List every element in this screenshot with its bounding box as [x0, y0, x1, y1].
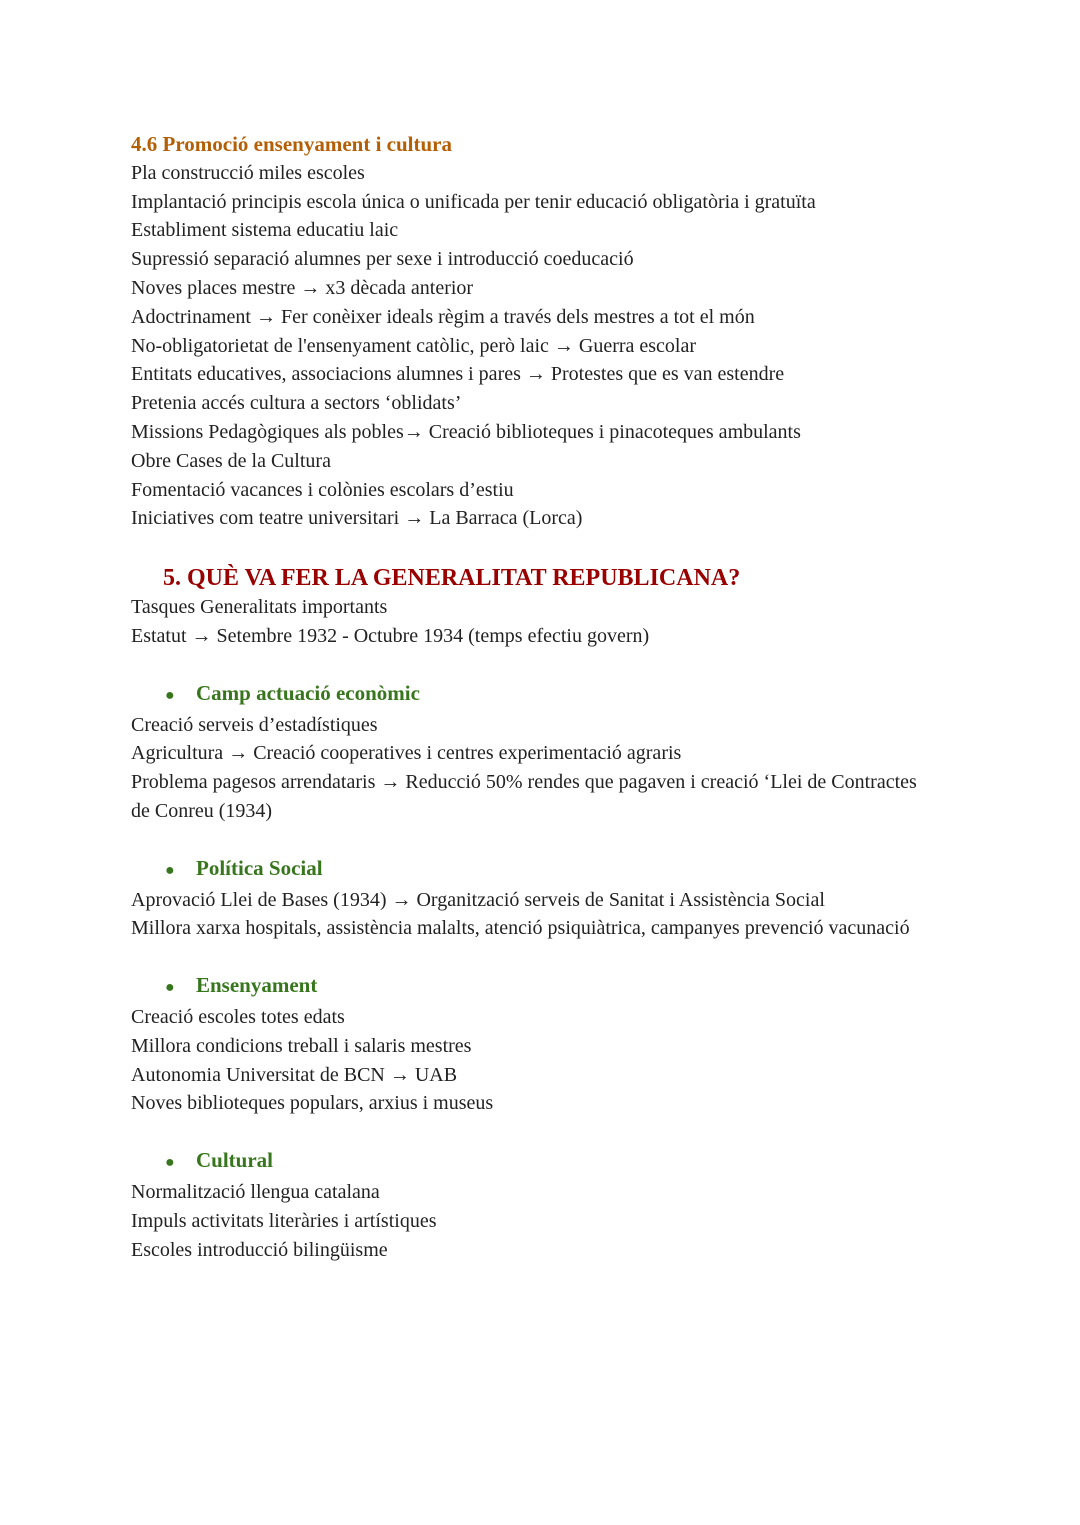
economic-heading — [131, 679, 931, 711]
text-line: Fomentació vacances i colònies escolars d’estiu — [131, 478, 514, 501]
section-4-6-body — [131, 159, 931, 533]
cultural-heading-text: Cultural — [196, 1148, 274, 1173]
economic-body — [131, 711, 931, 826]
text-line: Normalització llengua catalana — [131, 1180, 380, 1203]
text-line: No-obligatorietat de l'ensenyament catòlic, però laic → Guerra escolar — [131, 334, 697, 357]
text-line: Estatut → Setembre 1932 - Octubre 1934 (temps efectiu govern) — [131, 624, 650, 647]
text-line: Noves places mestre → x3 dècada anterior — [131, 276, 474, 299]
text-line: Adoctrinament → Fer conèixer ideals règim a través dels mestres a tot el món — [131, 305, 755, 328]
education-heading — [131, 971, 931, 1003]
text-line: Creació escoles totes edats — [131, 1005, 345, 1028]
education-heading-text: Ensenyament — [196, 973, 318, 998]
document-page — [131, 130, 931, 1264]
text-line: Implantació principis escola única o unificada per tenir educació obligatòria i gratuïta — [131, 190, 816, 213]
section-5-body — [131, 593, 931, 651]
bullet-icon: ● — [165, 861, 175, 879]
text-line: Problema pagesos arrendataris → Reducció 50% rendes que pagaven i creació ‘Llei de Contractes de Conreu (1934) — [131, 771, 917, 822]
text-line: Supressió separació alumnes per sexe i introducció coeducació — [131, 248, 634, 271]
text-line: Entitats educatives, associacions alumnes i pares → Protestes que es van estendre — [131, 363, 785, 386]
bullet-icon: ● — [165, 686, 175, 704]
text-line: Autonomia Universitat de BCN → UAB — [131, 1063, 458, 1086]
text-line: Creació serveis d’estadístiques — [131, 713, 378, 736]
text-line: Agricultura → Creació cooperatives i centres experimentació agraris — [131, 742, 682, 765]
social-heading-text: Política Social — [196, 855, 323, 880]
text-line: Pla construcció miles escoles — [131, 161, 365, 184]
cultural-body — [131, 1178, 931, 1264]
bullet-icon: ● — [165, 979, 175, 997]
text-line: Iniciatives com teatre universitari → La Barraca (Lorca) — [131, 507, 583, 530]
text-line: Millora xarxa hospitals, assistència malalts, atenció psiquiàtrica, campanyes prevenció vacunació — [131, 917, 910, 940]
text-line: Escoles introducció bilingüisme — [131, 1238, 388, 1261]
social-body — [131, 886, 931, 944]
education-body — [131, 1003, 931, 1118]
bullet-icon: ● — [165, 1154, 175, 1172]
text-line: Establiment sistema educatiu laic — [131, 219, 399, 242]
text-line: Millora condicions treball i salaris mestres — [131, 1034, 472, 1057]
section-4-6-heading: 4.6 Promoció ensenyament i cultura — [131, 132, 452, 156]
text-line: Impuls activitats literàries i artístiques — [131, 1209, 437, 1232]
economic-heading-text: Camp actuació econòmic — [196, 680, 420, 705]
text-line: Aprovació Llei de Bases (1934) → Organització serveis de Sanitat i Assistència Social — [131, 888, 825, 911]
text-line: Obre Cases de la Cultura — [131, 449, 331, 472]
section-5-heading: 5. QUÈ VA FER LA GENERALITAT REPUBLICANA? — [163, 565, 741, 592]
text-line: Noves biblioteques populars, arxius i museus — [131, 1092, 494, 1115]
text-line: Tasques Generalitats importants — [131, 596, 388, 619]
text-line: Missions Pedagògiques als pobles→ Creació biblioteques i pinacoteques ambulants — [131, 420, 801, 443]
cultural-heading — [131, 1146, 931, 1178]
text-line: Pretenia accés cultura a sectors ‘oblidats’ — [131, 392, 462, 415]
social-heading — [131, 854, 931, 886]
